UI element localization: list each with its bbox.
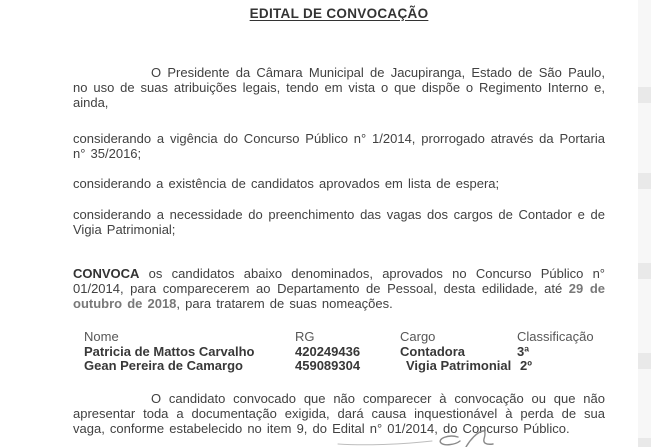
scan-artifact bbox=[638, 263, 651, 279]
header-nome: Nome bbox=[84, 329, 119, 344]
candidate-cargo: Contadora bbox=[400, 343, 465, 359]
paragraph-convoca bbox=[73, 266, 605, 311]
candidate-name: Patricia de Mattos Carvalho bbox=[84, 343, 255, 359]
header-rg: RG bbox=[295, 329, 315, 344]
paragraph-preamble: O Presidente da Câmara Municipal de Jacupiranga, Estado de São Paulo, no uso de suas atribuições legais, tendo em vista o que dispõe o Regimento Interno e, ainda, bbox=[73, 65, 605, 110]
paragraph-considerando-1: considerando a vigência do Concurso Público n° 1/2014, prorrogado através da Portaria n° 35/2016; bbox=[73, 131, 605, 161]
candidate-rg: 420249436 bbox=[295, 343, 361, 359]
table-row bbox=[84, 359, 605, 374]
scan-artifact bbox=[638, 173, 651, 189]
paragraph-penalty: O candidato convocado que não comparecer à convocação ou que não apresentar toda a documentação exigida, dará causa inquestionável à perda de sua vaga, conforme estabelecido no item 9, do Edital n° 01/2014, do Concurso Público. bbox=[73, 390, 605, 436]
candidate-classificacao: 3ª bbox=[517, 343, 530, 359]
paragraph-considerando-2: considerando a existência de candidatos aprovados em lista de espera; bbox=[73, 176, 500, 191]
convoca-text-tail: , para tratarem de suas nomeações. bbox=[176, 296, 393, 311]
table-header-row bbox=[84, 330, 605, 345]
convoca-text: os candidatos abaixo denominados, aprovados no Concurso Público n° 01/2014, para comparecerem ao Departamento de Pessoal, desta edilidade, até bbox=[73, 266, 605, 296]
scan-edge-band bbox=[638, 0, 651, 447]
scan-artifact bbox=[638, 353, 651, 369]
document-title: EDITAL DE CONVOCAÇÃO bbox=[249, 6, 429, 21]
scan-artifact bbox=[638, 87, 651, 103]
candidate-rg: 459089304 bbox=[295, 358, 361, 373]
candidate-name: Gean Pereira de Camargo bbox=[84, 358, 243, 373]
signature-stroke bbox=[320, 428, 540, 447]
header-classificacao: Classificação bbox=[517, 329, 594, 344]
scan-artifact bbox=[638, 438, 651, 447]
deadline-date: 29 de outubro de 2018 bbox=[73, 281, 605, 311]
convoca-keyword: CONVOCA bbox=[73, 266, 140, 281]
table-row bbox=[84, 345, 605, 360]
paragraph-considerando-3: considerando a necessidade do preenchimento das vagas dos cargos de Contador e de Vigia Patrimonial; bbox=[73, 207, 605, 237]
candidate-classificacao: 2º bbox=[520, 358, 532, 373]
candidate-cargo: Vigia Patrimonial bbox=[406, 358, 512, 373]
candidates-table bbox=[73, 330, 605, 374]
header-cargo: Cargo bbox=[400, 329, 436, 344]
document-body bbox=[73, 6, 605, 436]
